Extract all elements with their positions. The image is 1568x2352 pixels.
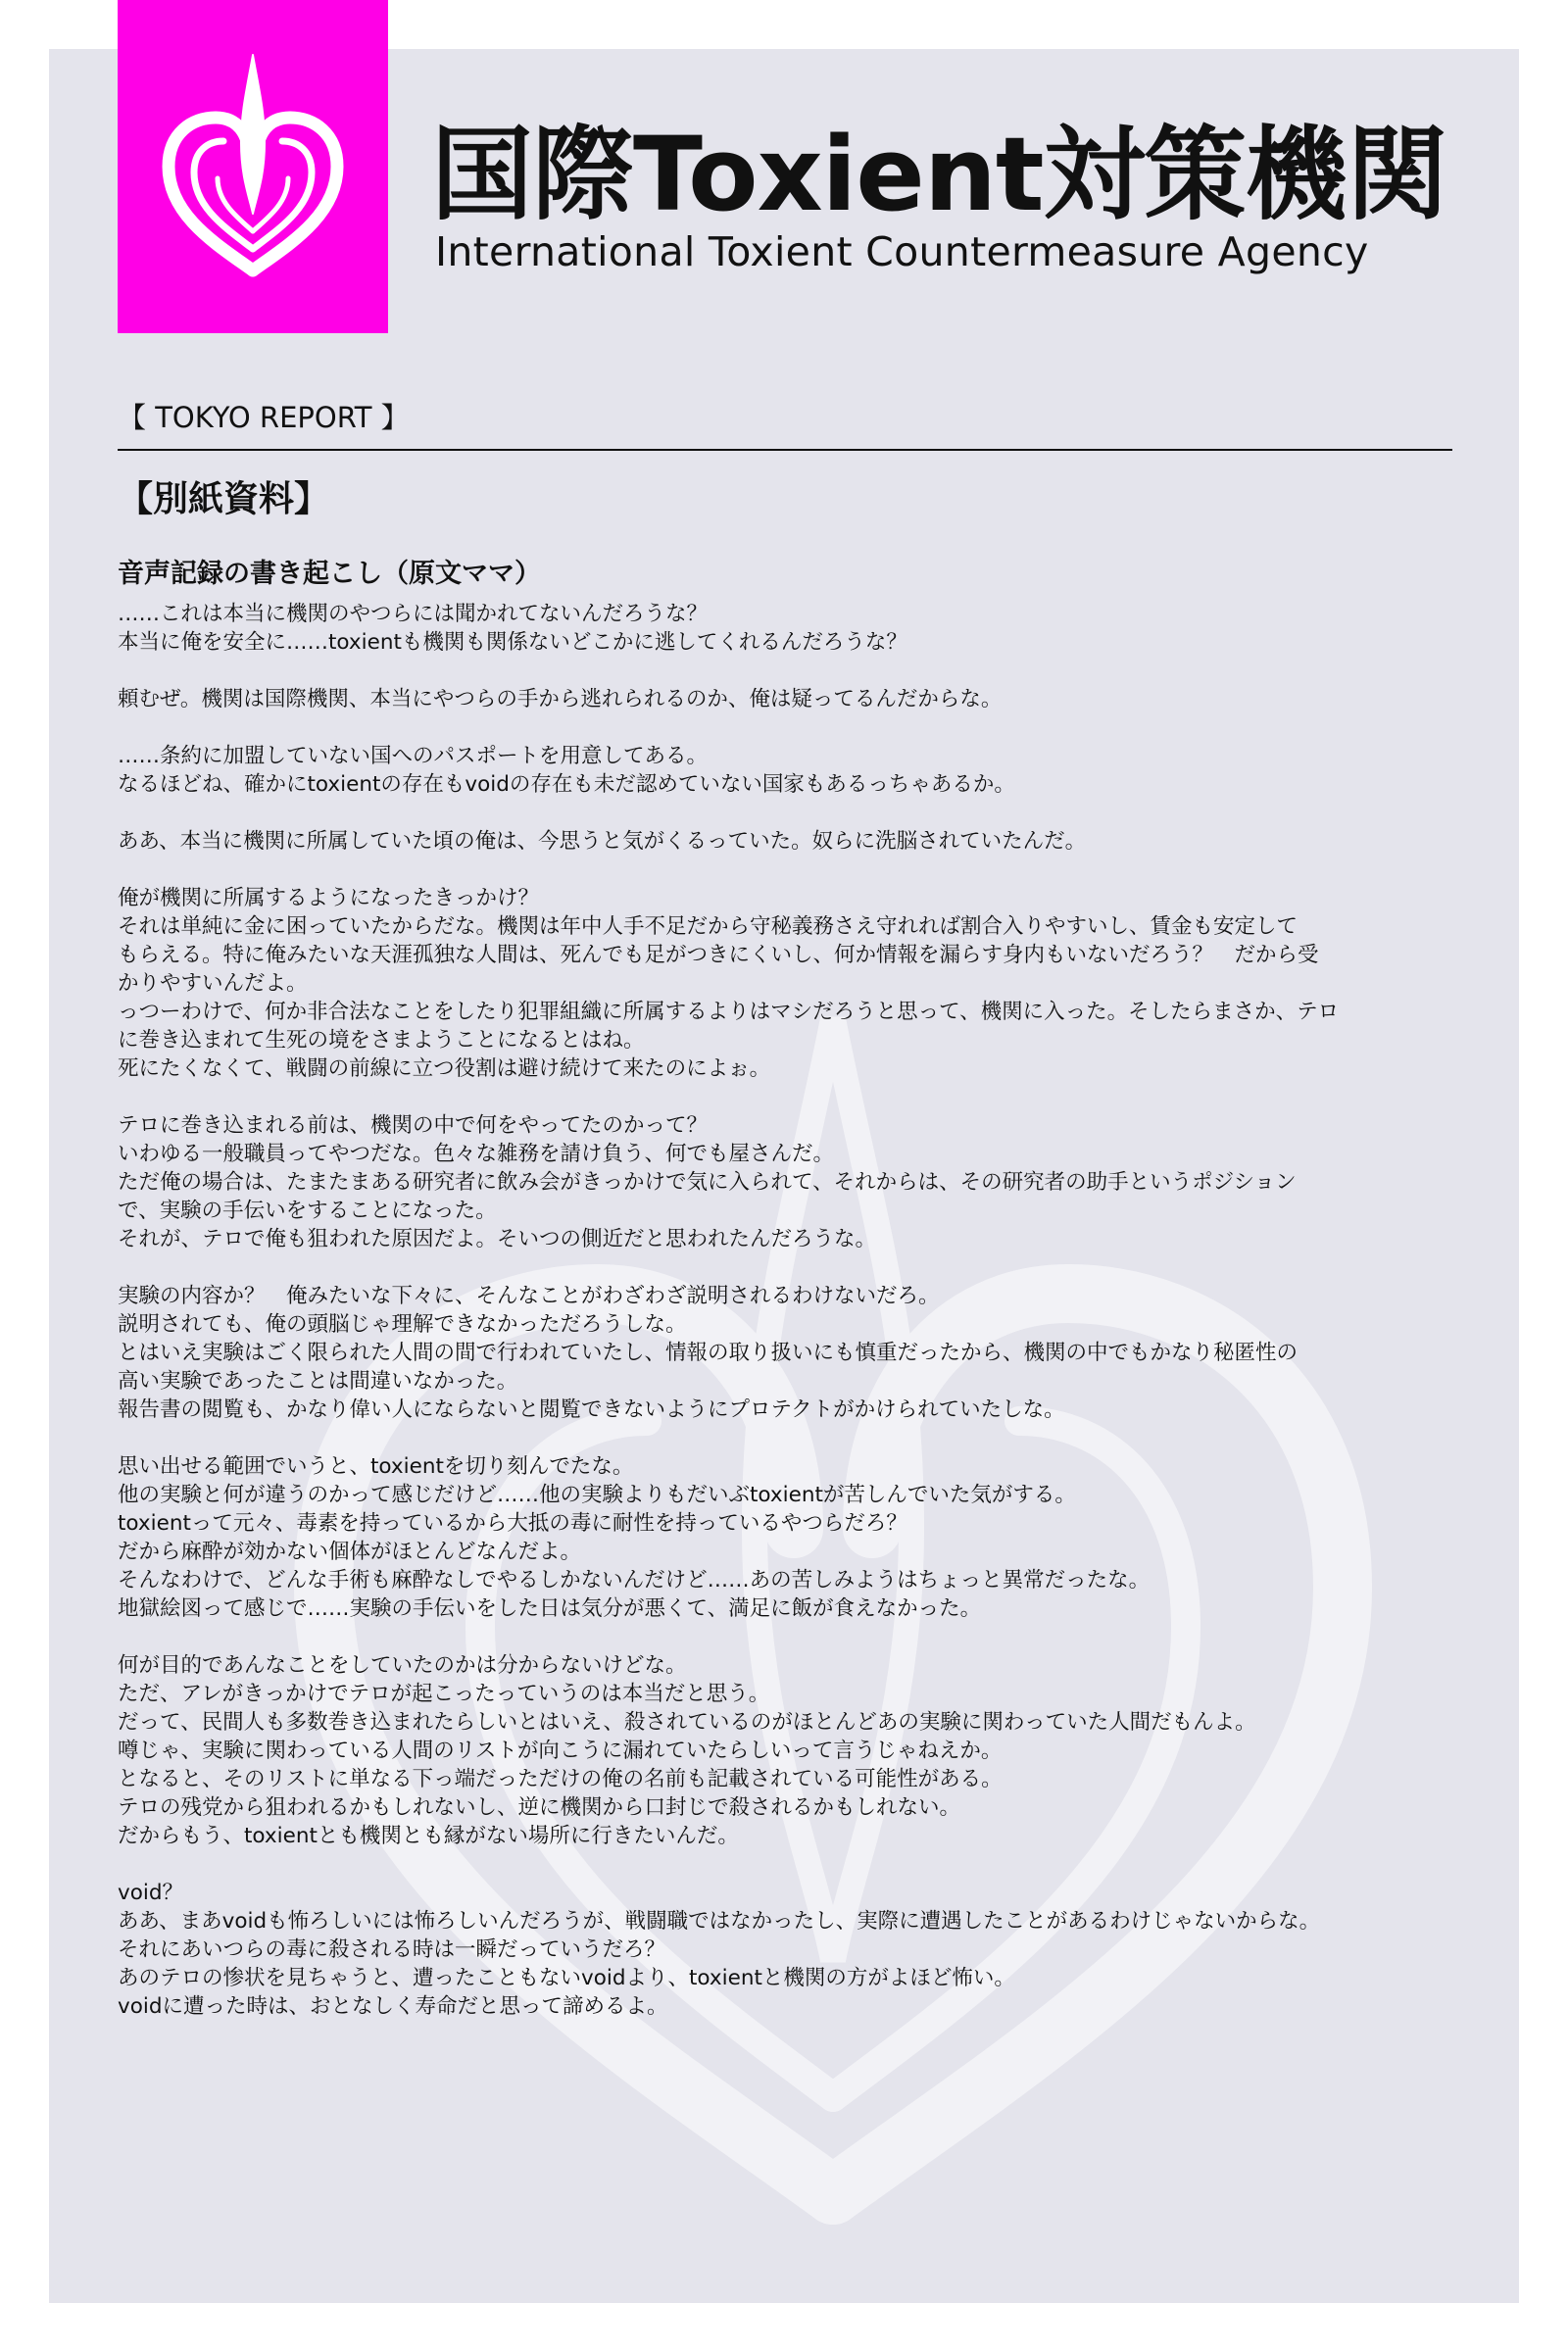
transcript-line: だからもう、toxientとも機関とも縁がない場所に行きたいんだ。	[118, 1824, 739, 1848]
transcript-line: で、実験の手伝いをすることになった。	[118, 1199, 497, 1223]
transcript-line: だから麻酔が効かない個体がほとんどなんだよ。	[118, 1540, 582, 1564]
transcript-line: ああ、本当に機関に所属していた頃の俺は、今思うと気がくるっていた。奴らに洗脳されていたんだ。	[118, 829, 1087, 854]
transcript-line: 思い出せる範囲でいうと、toxientを切り刻んでたな。	[118, 1454, 634, 1479]
transcript-line: っつーわけで、何か非合法なことをしたり犯罪組織に所属するよりはマシだろうと思って、機関に入った。そしたらまさか、テロ	[118, 1000, 1340, 1024]
transcript-line: テロに巻き込まれる前は、機関の中で何をやってたのかって？	[118, 1113, 709, 1138]
transcript-line: ただ、アレがきっかけでテロが起こったっていうのは本当だと思う。	[118, 1682, 770, 1706]
transcript-line: テロの残党から狙われるかもしれないし、逆に機関から口封じで殺されるかもしれない。	[118, 1795, 961, 1820]
transcript-body	[118, 600, 1460, 2049]
transcript-line: に巻き込まれて生死の境をさまようことになるとはね。	[118, 1028, 645, 1053]
heart-crest-icon	[155, 49, 351, 284]
transcript-line: 俺が機関に所属するようになったきっかけ？	[118, 886, 540, 910]
transcript-line: ああ、まあvoidも怖ろしいには怖ろしいんだろうが、戦闘職ではなかったし、実際に遭遇したことがあるわけじゃないからな。	[118, 1909, 1321, 1934]
divider	[118, 449, 1452, 451]
transcript-line: 何が目的であんなことをしていたのかは分からないけどな。	[118, 1653, 687, 1678]
transcript-line: なるほどね、確かにtoxientの存在もvoidの存在も未だ認めていない国家もあるっちゃあるか。	[118, 772, 1015, 797]
transcript-line: void？	[118, 1881, 183, 1905]
transcript-line: 本当に俺を安全に……toxientも機関も関係ないどこかに逃してくれるんだろうな？	[118, 630, 907, 655]
transcript-line: いわゆる一般職員ってやつだな。色々な雑務を請け負う、何でも屋さんだ。	[118, 1142, 835, 1166]
transcript-title: 音声記録の書き起こし（原文ママ）	[118, 559, 541, 589]
transcript-line: そんなわけで、どんな手術も麻酔なしでやるしかないんだけど……あの苦しみようはちょっと異常だったな。	[118, 1568, 1151, 1592]
transcript-line: かりやすいんだよ。	[118, 971, 308, 996]
transcript-paragraph	[118, 827, 1460, 856]
transcript-line: ただ俺の場合は、たまたまある研究者に飲み会がきっかけで気に入られて、それからは、その研究者の助手というポジション	[118, 1170, 1297, 1195]
transcript-line: もらえる。特に俺みたいな天涯孤独な人間は、死んでも足がつきにくいし、何か情報を漏らす身内もいないだろう？ だから受	[118, 943, 1319, 967]
transcript-paragraph	[118, 1651, 1460, 1850]
transcript-paragraph	[118, 1111, 1460, 1253]
transcript-line: とはいえ実験はごく限られた人間の間で行われていたし、情報の取り扱いにも慎重だったから、機関の中でもかなり秘匿性の	[118, 1341, 1298, 1365]
transcript-line: 説明されても、俺の頭脳じゃ理解できなかっただろうしな。	[118, 1312, 687, 1337]
transcript-line: 死にたくなくて、戦闘の前線に立つ役割は避け続けて来たのによぉ。	[118, 1056, 771, 1081]
section-title: 【別紙資料】	[118, 479, 330, 519]
transcript-line: 高い実験であったことは間違いなかった。	[118, 1369, 518, 1394]
transcript-line: 報告書の閲覧も、かなり偉い人にならないと閲覧できないようにプロテクトがかけられていたしな。	[118, 1397, 1065, 1422]
transcript-line: voidに遭った時は、おとなしく寿命だと思って諦めるよ。	[118, 1994, 668, 2019]
transcript-line: あのテロの惨状を見ちゃうと、遭ったこともないvoidより、toxientと機関の方がよほど怖い。	[118, 1966, 1015, 1990]
transcript-line: となると、そのリストに単なる下っ端だっただけの俺の名前も記載されている可能性がある。	[118, 1767, 1003, 1791]
org-title: 国際Toxient対策機関	[431, 115, 1447, 234]
transcript-line: それは単純に金に困っていたからだな。機関は年中人手不足だから守秘義務さえ守れれば割合入りやすいし、賃金も安定して	[118, 914, 1298, 939]
transcript-line: 頼むぜ。機関は国際機関、本当にやつらの手から逃れられるのか、俺は疑ってるんだからな。	[118, 687, 1003, 711]
transcript-line: それが、テロで俺も狙われた原因だよ。そいつの側近だと思われたんだろうな。	[118, 1227, 877, 1251]
transcript-paragraph	[118, 1879, 1460, 2021]
transcript-line: それにあいつらの毒に殺される時は一瞬だっていうだろ？	[118, 1937, 666, 1962]
transcript-line: だって、民間人も多数巻き込まれたらしいとはいえ、殺されているのがほとんどあの実験に関わっていた人間だもんよ。	[118, 1710, 1256, 1735]
transcript-line: 地獄絵図って感じで……実験の手伝いをした日は気分が悪くて、満足に飯が食えなかった。	[118, 1596, 982, 1621]
transcript-line: ……条約に加盟していない国へのパスポートを用意してある。	[118, 744, 709, 768]
transcript-line: toxientって元々、毒素を持っているから大抵の毒に耐性を持っているやつらだろ？	[118, 1511, 907, 1536]
org-subtitle: International Toxient Countermeasure Agency	[435, 228, 1369, 275]
transcript-paragraph	[118, 884, 1460, 1083]
report-label: 【 TOKYO REPORT 】	[118, 401, 410, 434]
agency-logo	[118, 0, 388, 333]
transcript-line: ……これは本当に機関のやつらには聞かれてないんだろうな？	[118, 602, 709, 626]
transcript-paragraph	[118, 600, 1460, 657]
transcript-paragraph	[118, 1452, 1460, 1623]
transcript-paragraph	[118, 742, 1460, 799]
transcript-paragraph	[118, 685, 1460, 713]
transcript-line: 噂じゃ、実験に関わっている人間のリストが向こうに漏れていたらしいって言うじゃねえか。	[118, 1739, 1003, 1763]
transcript-line: 他の実験と何が違うのかって感じだけど……他の実験よりもだいぶtoxientが苦しんでいた気がする。	[118, 1483, 1076, 1507]
transcript-paragraph	[118, 1282, 1460, 1424]
transcript-line: 実験の内容か？ 俺みたいな下々に、そんなことがわざわざ説明されるわけないだろ。	[118, 1284, 940, 1308]
